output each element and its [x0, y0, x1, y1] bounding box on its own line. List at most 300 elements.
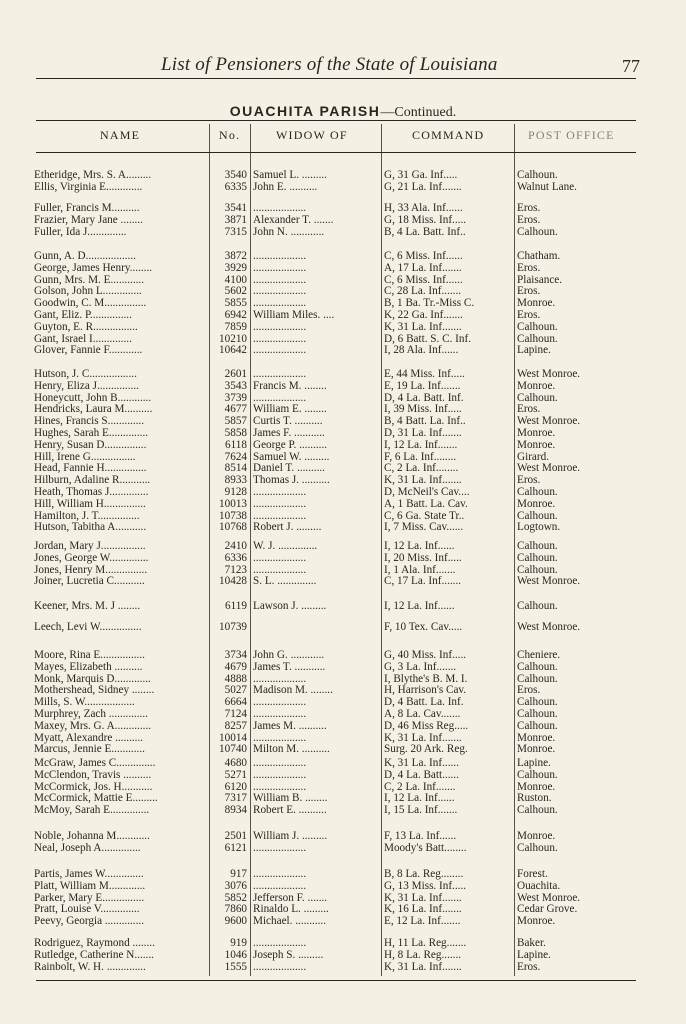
table-row [0, 721, 686, 733]
table-row [0, 733, 686, 745]
pensioner-name: George, James Henry........ [34, 262, 153, 274]
post-office: Monroe. [517, 781, 556, 793]
pensioner-name: Fuller, Ida J.............. [34, 226, 127, 238]
pension-number: 5855 [224, 298, 247, 310]
pension-number: 6121 [224, 842, 247, 854]
pensioner-name: Marcus, Jennie E............ [34, 744, 145, 756]
pensioner-name: Parker, Mary E............... [34, 892, 145, 904]
post-office: Calhoun. [517, 697, 558, 709]
pensioner-name: Murphrey, Zach .............. [34, 709, 148, 720]
pension-number: 10013 [219, 498, 247, 510]
pension-number: 3541 [224, 203, 247, 214]
widow-of: Curtis T. .......... [253, 416, 323, 428]
pension-number: 4677 [224, 404, 247, 416]
column-header-no: No. [219, 128, 241, 142]
pensioner-name: Fuller, Francis M.......... [34, 203, 140, 214]
post-office: Calhoun. [517, 720, 558, 732]
header-underline [36, 152, 636, 153]
table-row [0, 685, 686, 697]
post-office: West Monroe. [517, 576, 581, 588]
table-row [0, 674, 686, 686]
widow-of: ................... [253, 333, 307, 345]
command: D, 6 Batt. S. C. Inf. [384, 333, 472, 345]
widow-of: ................... [253, 510, 307, 522]
table-row [0, 744, 686, 756]
table-row [0, 463, 686, 475]
widow-of: Thomas J. .......... [253, 475, 330, 487]
command: I, 12 La. Inf...... [384, 601, 455, 612]
command: H, 8 La. Reg....... [384, 949, 462, 961]
post-office: Ouachita. [517, 880, 561, 892]
pension-number: 6664 [224, 697, 247, 709]
widow-of: William B. ........ [253, 793, 328, 805]
widow-of: Samuel L. ......... [253, 170, 327, 181]
pensioner-name: Monk, Marquis D............. [34, 673, 151, 685]
post-office: Eros. [517, 310, 541, 321]
widow-of: Daniel T. .......... [253, 463, 325, 475]
table-row [0, 782, 686, 794]
pensioner-name: Jordan, Mary J................ [34, 541, 146, 552]
command: Surg. 20 Ark. Reg. [384, 744, 468, 756]
widow-of: ................... [253, 697, 307, 709]
table-row [0, 369, 686, 381]
table-row [0, 322, 686, 334]
section-suffix: —Continued. [380, 105, 457, 120]
command: G, 13 Miss. Inf..... [384, 880, 467, 892]
column-header-command: COMMAND [412, 128, 485, 142]
command: B, 8 La. Reg........ [384, 869, 464, 880]
command: G, 21 La. Inf....... [384, 181, 462, 193]
command: K, 31 La. Inf....... [384, 732, 462, 744]
post-office: Monroe. [517, 732, 556, 744]
widow-of: William Miles. .... [253, 310, 335, 321]
widow-of: ................... [253, 251, 307, 262]
table-row [0, 962, 686, 974]
pension-number: 10642 [219, 345, 247, 357]
pensioner-name: Joiner, Lucretia C........... [34, 576, 145, 588]
post-office: Calhoun. [517, 552, 558, 564]
widow-of: ................... [253, 392, 307, 404]
command: E, 19 La. Inf....... [384, 380, 461, 392]
pensioner-name: Mills, S. W.................. [34, 697, 135, 709]
widow-of: ................... [253, 564, 307, 576]
widow-of: Samuel W. ......... [253, 451, 330, 463]
widow-of: James T. ........... [253, 661, 326, 673]
command: K, 31 La. Inf...... [384, 758, 459, 769]
table-row [0, 286, 686, 298]
post-office: Calhoun. [517, 709, 558, 720]
table-row [0, 203, 686, 215]
post-office: Calhoun. [517, 673, 558, 685]
pension-number: 919 [230, 938, 247, 949]
table-row [0, 487, 686, 499]
table-row [0, 709, 686, 721]
table-row [0, 393, 686, 405]
table-row [0, 662, 686, 674]
command: C, 2 La. Inf....... [384, 781, 456, 793]
table-row [0, 263, 686, 275]
post-office: Lapine. [517, 345, 551, 357]
widow-of: ................... [253, 274, 307, 286]
pension-number: 2410 [224, 541, 247, 552]
post-office: West Monroe. [517, 369, 581, 380]
command: B, 1 Ba. Tr.-Miss C. [384, 298, 475, 310]
pensioner-name: Mayes, Elizabeth .......... [34, 661, 143, 673]
post-office: Calhoun. [517, 510, 558, 522]
pensioner-name: Gant, Israel I.............. [34, 333, 132, 345]
table-row [0, 475, 686, 487]
pension-number: 9128 [224, 487, 247, 498]
widow-of: ................... [253, 732, 307, 744]
pension-number: 1046 [224, 949, 247, 961]
command: K, 31 La. Inf....... [384, 892, 462, 904]
pensioner-name: Rodriguez, Raymond ........ [34, 938, 155, 949]
pensioner-name: Heath, Thomas J.............. [34, 487, 149, 498]
pensioner-name: Hamilton, J. T............... [34, 510, 140, 522]
command: I, 12 La. Inf....... [384, 439, 458, 451]
pensioner-name: Goodwin, C. M............... [34, 298, 147, 310]
command: H, 11 La. Reg....... [384, 938, 467, 949]
pensioner-name: Peevy, Georgia .............. [34, 916, 144, 928]
column-header-widow: WIDOW OF [276, 128, 348, 142]
post-office: Calhoun. [517, 541, 558, 552]
widow-of: George P. .......... [253, 439, 328, 451]
pensioner-name: Neal, Joseph A.............. [34, 842, 141, 854]
widow-of: ................... [253, 203, 307, 214]
post-office: Eros. [517, 404, 541, 416]
widow-of: ................... [253, 769, 307, 781]
pension-number: 6119 [225, 601, 247, 612]
pensioner-name: Mothershead, Sidney ........ [34, 685, 155, 697]
pension-number: 8933 [224, 475, 247, 487]
post-office: Logtown. [517, 522, 561, 534]
pension-number: 10768 [219, 522, 247, 534]
pensioner-name: Hill, Irene G................ [34, 451, 136, 463]
table-row [0, 904, 686, 916]
table-row [0, 522, 686, 534]
post-office: Baker. [517, 938, 546, 949]
command: C, 6 Ga. State Tr.. [384, 510, 465, 522]
widow-of: ................... [253, 758, 307, 769]
command: H, Harrison's Cav. [384, 685, 467, 697]
command: G, 40 Miss. Inf..... [384, 650, 467, 661]
command: Moody's Batt........ [384, 842, 467, 854]
table-row [0, 511, 686, 523]
pensioner-name: Guyton, E. R................ [34, 321, 138, 333]
pension-number: 3734 [224, 650, 247, 661]
table-row [0, 869, 686, 881]
widow-of: William E. ........ [253, 404, 327, 416]
pension-number: 6336 [224, 552, 247, 564]
widow-of: ................... [253, 842, 307, 854]
pensioner-name: Hutson, Tabitha A........... [34, 522, 147, 534]
table-row [0, 893, 686, 905]
pensioner-name: Noble, Johanna M............ [34, 831, 150, 842]
pensioner-name: Myatt, Alexandre .......... [34, 732, 144, 744]
command: I, 12 La. Inf...... [384, 793, 455, 805]
pensioner-name: Henry, Eliza J............... [34, 380, 139, 392]
command: I, 1 Ala. Inf....... [384, 564, 456, 576]
pension-number: 8514 [224, 463, 247, 475]
command: K, 31 La. Inf....... [384, 321, 462, 333]
pensioner-name: Henry, Susan D............... [34, 439, 147, 451]
widow-of: Alexander T. ....... [253, 214, 334, 226]
pension-number: 8257 [224, 720, 247, 732]
pension-number: 3076 [224, 880, 247, 892]
table-row [0, 697, 686, 709]
command: D, 4 La. Batt. Inf. [384, 392, 464, 404]
pensioner-name: Maxey, Mrs. G. A............. [34, 720, 152, 732]
pension-number: 5027 [224, 685, 247, 697]
pensioner-name: Gant, Eliz. P............... [34, 310, 132, 321]
widow-of: Michael. ........... [253, 916, 327, 928]
widow-of: Lawson J. ......... [253, 601, 327, 612]
post-office: Calhoun. [517, 487, 558, 498]
post-office: Walnut Lane. [517, 181, 577, 193]
post-office: Cheniere. [517, 650, 561, 661]
post-office: Calhoun. [517, 226, 558, 238]
section-parish: OUACHITA PARISH [229, 103, 381, 119]
widow-of: ................... [253, 345, 307, 357]
widow-of: Milton M. .......... [253, 744, 330, 756]
post-office: Calhoun. [517, 769, 558, 781]
pensioner-name: Hendricks, Laura M.......... [34, 404, 153, 416]
pensioner-name: McClendon, Travis .......... [34, 769, 152, 781]
post-office: Monroe. [517, 428, 556, 439]
post-office: Eros. [517, 262, 541, 274]
column-header-post-office: POST OFFICE [528, 128, 615, 142]
table-row [0, 499, 686, 511]
pension-number: 4679 [224, 661, 247, 673]
widow-of: Robert J. ......... [253, 522, 322, 534]
table-row [0, 622, 686, 634]
command: I, 39 Miss. Inf..... [384, 404, 462, 416]
widow-of: ................... [253, 880, 307, 892]
pensioner-name: Gunn, Mrs. M. E............ [34, 274, 145, 286]
post-office: Monroe. [517, 744, 556, 756]
widow-of: S. L. .............. [253, 576, 317, 588]
command: H, 33 Ala. Inf...... [384, 203, 463, 214]
pension-number: 3739 [224, 392, 247, 404]
pension-number: 3929 [224, 262, 247, 274]
post-office: Chatham. [517, 251, 561, 262]
post-office: Calhoun. [517, 805, 558, 817]
command: C, 6 Miss. Inf...... [384, 251, 463, 262]
pension-number: 917 [230, 869, 247, 880]
pensioner-name: McCormick, Jos. H........... [34, 781, 153, 793]
post-office: West Monroe. [517, 463, 581, 475]
pensioner-name: McMoy, Sarah E.............. [34, 805, 150, 817]
post-office: West Monroe. [517, 622, 581, 633]
table-row [0, 170, 686, 182]
pension-number: 4888 [224, 673, 247, 685]
pensioner-name: Hill, William H............... [34, 498, 146, 510]
section-title [0, 103, 686, 121]
widow-of: ................... [253, 498, 307, 510]
pension-number: 7624 [224, 451, 247, 463]
post-office: Calhoun. [517, 333, 558, 345]
widow-of: ................... [253, 938, 307, 949]
widow-of: Jefferson F. ....... [253, 892, 328, 904]
post-office: Eros. [517, 685, 541, 697]
post-office: Forest. [517, 869, 548, 880]
pensioner-name: Frazier, Mary Jane ........ [34, 214, 143, 226]
pension-number: 10740 [219, 744, 247, 756]
pensioner-name: Pratt, Louise V.............. [34, 904, 140, 916]
command: E, 12 La. Inf....... [384, 916, 461, 928]
table-row [0, 334, 686, 346]
table-row [0, 805, 686, 817]
page-number: 77 [622, 56, 640, 76]
pensioner-name: Hilburn, Adaline R........... [34, 475, 151, 487]
table-row [0, 452, 686, 464]
table-row [0, 310, 686, 322]
pension-number: 5858 [224, 428, 247, 439]
pension-number: 6120 [224, 781, 247, 793]
table-row [0, 227, 686, 239]
pension-number: 3543 [224, 380, 247, 392]
running-title: List of Pensioners of the State of Louisiana [161, 54, 498, 75]
command: D, 46 Miss Reg..... [384, 720, 469, 732]
widow-of: ................... [253, 369, 307, 380]
widow-of: ................... [253, 709, 307, 720]
pensioner-name: Honeycutt, John B............ [34, 392, 152, 404]
command: C, 6 Miss. Inf...... [384, 274, 463, 286]
post-office: Calhoun. [517, 661, 558, 673]
table-row [0, 345, 686, 357]
table-row [0, 916, 686, 928]
pensioner-name: Head, Fannie H............... [34, 463, 147, 475]
command: K, 31 La. Inf....... [384, 961, 462, 973]
command: I, 15 La. Inf....... [384, 805, 458, 817]
pension-number: 7317 [224, 793, 247, 805]
command: D, McNeil's Cav.... [384, 487, 470, 498]
pension-number: 7123 [224, 564, 247, 576]
command: I, 20 Miss. Inf..... [384, 552, 462, 564]
pensioner-name: Leech, Levi W............... [34, 622, 142, 633]
pension-number: 5271 [224, 769, 247, 781]
pensioner-name: Glover, Fannie F............ [34, 345, 143, 357]
pension-number: 10739 [219, 622, 247, 633]
pension-number: 7315 [224, 226, 247, 238]
pensioner-name: Golson, John L.............. [34, 286, 142, 298]
widow-of: Robert E. .......... [253, 805, 327, 817]
header-rule [36, 78, 636, 79]
table-row [0, 440, 686, 452]
post-office: Eros. [517, 475, 541, 487]
pensioner-name: Jones, George W.............. [34, 552, 149, 564]
command: K, 22 Ga. Inf....... [384, 310, 463, 321]
command: D, 31 La. Inf....... [384, 428, 462, 439]
pensioner-name: Hines, Francis S............. [34, 416, 145, 428]
widow-of: ................... [253, 781, 307, 793]
command: F, 10 Tex. Cav..... [384, 622, 463, 633]
pensioner-name: Gunn, A. D.................. [34, 251, 136, 262]
table-row [0, 553, 686, 565]
table-top-rule [36, 120, 636, 121]
table-row [0, 565, 686, 577]
widow-of: Joseph S. ......... [253, 949, 324, 961]
pensioner-name: Rainbolt, W. H. .............. [34, 961, 146, 973]
command: C, 17 La. Inf....... [384, 576, 462, 588]
pension-number: 2601 [224, 369, 247, 380]
command: G, 18 Miss. Inf..... [384, 214, 467, 226]
command: B, 4 Batt. La. Inf.. [384, 416, 466, 428]
pension-number: 8934 [224, 805, 247, 817]
command: D, 4 La. Batt...... [384, 769, 459, 781]
table-row [0, 576, 686, 588]
table-row [0, 416, 686, 428]
pensioner-name: McCormick, Mattie E......... [34, 793, 158, 805]
widow-of: ................... [253, 552, 307, 564]
post-office: Calhoun. [517, 564, 558, 576]
pension-number: 10738 [219, 510, 247, 522]
pension-number: 10428 [219, 576, 247, 588]
table-row [0, 950, 686, 962]
post-office: Eros. [517, 203, 541, 214]
post-office: Monroe. [517, 439, 556, 451]
table-row [0, 404, 686, 416]
pensioner-name: Partis, James W.............. [34, 869, 144, 880]
pension-number: 4680 [224, 758, 247, 769]
widow-of: Madison M. ........ [253, 685, 333, 697]
post-office: Monroe. [517, 916, 556, 928]
post-office: Lapine. [517, 949, 551, 961]
widow-of: ................... [253, 961, 307, 973]
post-office: West Monroe. [517, 892, 581, 904]
pension-number: 10014 [219, 732, 247, 744]
pension-number: 7124 [224, 709, 247, 720]
pension-number: 9600 [224, 916, 247, 928]
table-row [0, 650, 686, 662]
post-office: Ruston. [517, 793, 552, 805]
pensioner-name: Hutson, J. C................. [34, 369, 137, 380]
pension-number: 3871 [224, 214, 247, 226]
widow-of: W. J. .............. [253, 541, 318, 552]
command: C, 2 La. Inf........ [384, 463, 459, 475]
table-row [0, 831, 686, 843]
pension-number: 1555 [224, 961, 247, 973]
widow-of: ................... [253, 673, 307, 685]
widow-of: ................... [253, 321, 307, 333]
post-office: Girard. [517, 451, 549, 463]
widow-of: John E. .......... [253, 181, 318, 193]
column-header-name: NAME [100, 128, 141, 142]
pension-number: 6118 [225, 439, 247, 451]
widow-of: James F. ........... [253, 428, 325, 439]
table-row [0, 428, 686, 440]
pension-number: 10210 [219, 333, 247, 345]
command: K, 31 La. Inf....... [384, 475, 462, 487]
post-office: Calhoun. [517, 842, 558, 854]
command: I, Blythe's B. M. I. [384, 673, 468, 685]
post-office: Monroe. [517, 380, 556, 392]
command: G, 3 La. Inf....... [384, 661, 457, 673]
table-row [0, 758, 686, 770]
command: E, 44 Miss. Inf..... [384, 369, 465, 380]
widow-of: ................... [253, 262, 307, 274]
table-row [0, 938, 686, 950]
command: I, 7 Miss. Cav...... [384, 522, 464, 534]
pensioner-name: Moore, Rina E................ [34, 650, 145, 661]
pensioner-name: Ellis, Virginia E............. [34, 181, 143, 193]
pension-number: 3540 [224, 170, 247, 181]
table-row [0, 275, 686, 287]
table-row [0, 251, 686, 263]
post-office: Eros. [517, 286, 541, 298]
widow-of: John G. ............ [253, 650, 325, 661]
table-row [0, 298, 686, 310]
